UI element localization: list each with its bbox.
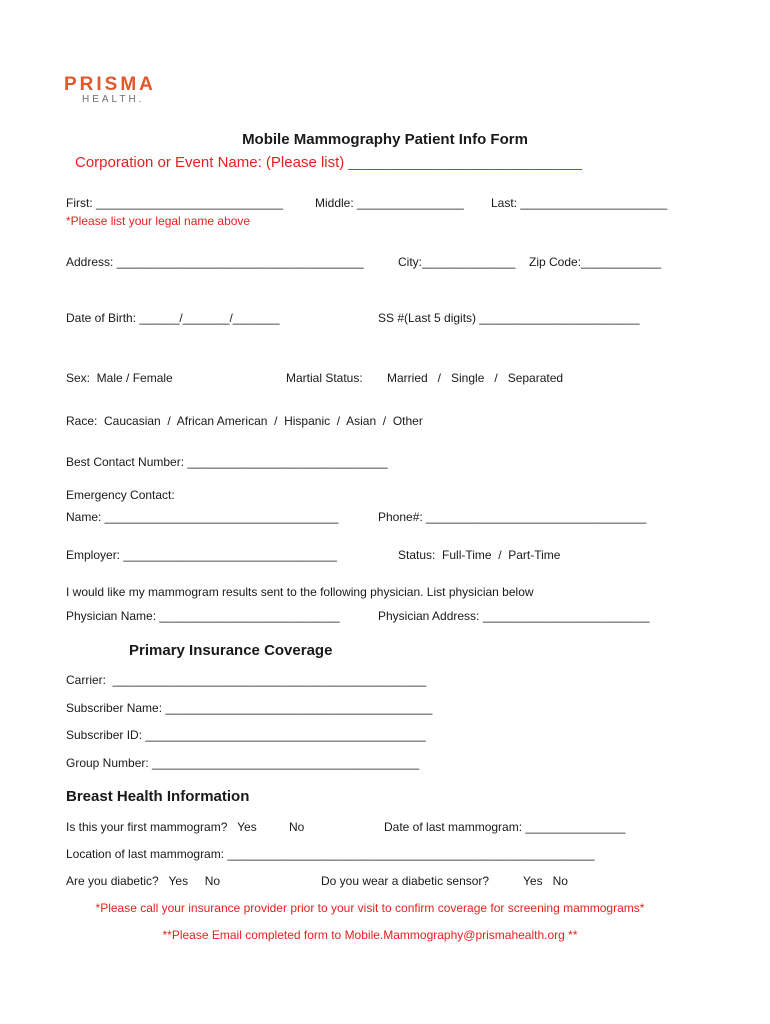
- date-of-birth-field[interactable]: Date of Birth: ______/_______/_______: [66, 311, 280, 325]
- form-title: Mobile Mammography Patient Info Form: [242, 131, 528, 148]
- email-instructions: **Please Email completed form to Mobile.Mammography@prismahealth.org **: [162, 928, 578, 942]
- best-contact-number-field[interactable]: Best Contact Number: ______________________________: [66, 455, 388, 469]
- emergency-contact-heading: Emergency Contact:: [66, 488, 175, 502]
- middle-name-field[interactable]: Middle: ________________: [315, 196, 464, 210]
- physician-name-field[interactable]: Physician Name: ___________________________: [66, 609, 340, 623]
- emergency-name-field[interactable]: Name: ___________________________________: [66, 510, 339, 524]
- group-number-field[interactable]: Group Number: ________________________________________: [66, 756, 419, 770]
- legal-name-note: *Please list your legal name above: [66, 214, 251, 228]
- diabetic-sensor-question: Do you wear a diabetic sensor?: [321, 874, 490, 888]
- zip-code-field[interactable]: Zip Code:____________: [529, 255, 662, 269]
- first-mammogram-no[interactable]: No: [289, 820, 305, 834]
- logo-wordmark: PRISMA: [64, 74, 156, 95]
- prisma-health-logo: [64, 74, 156, 105]
- emergency-phone-field[interactable]: Phone#: _________________________________: [378, 510, 647, 524]
- first-name-field[interactable]: First: ____________________________: [66, 196, 283, 210]
- sex-field[interactable]: Sex: Male / Female: [66, 371, 173, 385]
- race-field[interactable]: Race: Caucasian / African American / Hispanic / Asian / Other: [66, 414, 423, 428]
- city-field[interactable]: City:______________: [398, 255, 516, 269]
- marital-status-options[interactable]: Married / Single / Separated: [387, 371, 564, 385]
- marital-status-label: Martial Status:: [286, 371, 363, 385]
- ssn-field[interactable]: SS #(Last 5 digits) ________________________: [378, 311, 640, 325]
- physician-intro: I would like my mammogram results sent to the following physician. List physician below: [66, 585, 534, 599]
- last-name-field[interactable]: Last: ______________________: [491, 196, 668, 210]
- address-field[interactable]: Address: _____________________________________: [66, 255, 364, 269]
- corporation-name-line[interactable]: Corporation or Event Name: (Please list) ____________________________: [75, 154, 583, 171]
- location-last-mammogram-field[interactable]: Location of last mammogram: _______________________________________________________: [66, 847, 595, 861]
- insurance-heading: Primary Insurance Coverage: [129, 642, 333, 659]
- logo-subtext: HEALTH.: [82, 94, 145, 105]
- employment-status-field[interactable]: Status: Full-Time / Part-Time: [398, 548, 561, 562]
- insurance-call-note: *Please call your insurance provider prior to your visit to confirm coverage for screening mammograms*: [95, 901, 645, 915]
- diabetic-sensor-answer[interactable]: Yes No: [523, 874, 568, 888]
- physician-address-field[interactable]: Physician Address: _________________________: [378, 609, 650, 623]
- subscriber-id-field[interactable]: Subscriber ID: __________________________________________: [66, 728, 426, 742]
- subscriber-name-field[interactable]: Subscriber Name: ________________________________________: [66, 701, 433, 715]
- diabetic-question[interactable]: Are you diabetic? Yes No: [66, 874, 221, 888]
- carrier-field[interactable]: Carrier: _______________________________________________: [66, 673, 427, 687]
- breast-health-heading: Breast Health Information: [66, 788, 250, 805]
- employer-field[interactable]: Employer: ________________________________: [66, 548, 337, 562]
- date-last-mammogram-field[interactable]: Date of last mammogram: _______________: [384, 820, 626, 834]
- first-mammogram-question[interactable]: Is this your first mammogram? Yes: [66, 820, 257, 834]
